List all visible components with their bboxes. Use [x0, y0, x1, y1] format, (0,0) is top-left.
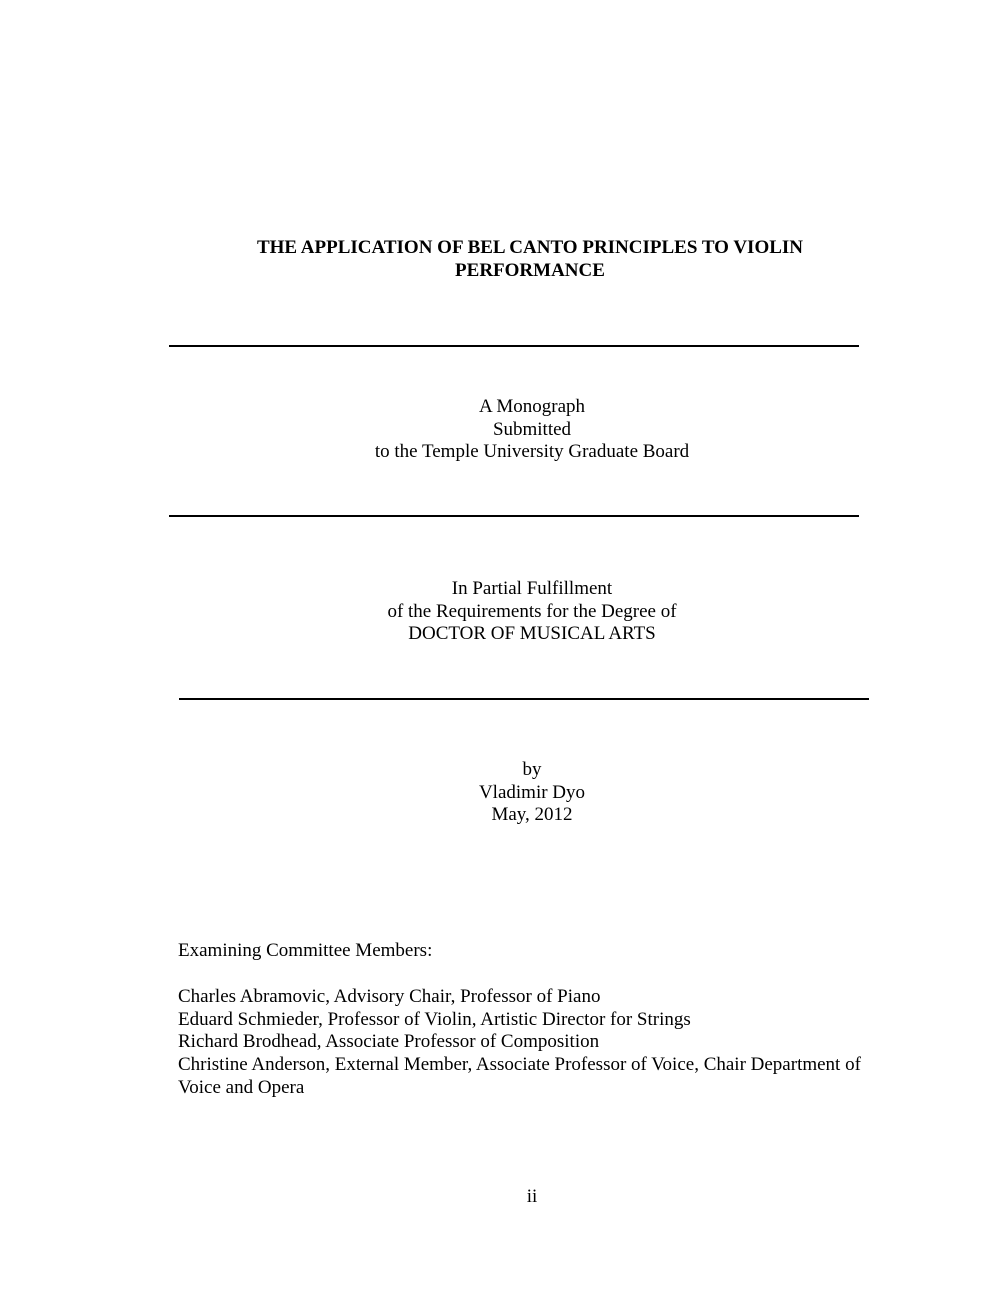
author-by: by — [522, 759, 542, 780]
committee-list — [178, 986, 878, 1100]
author-date: May, 2012 — [491, 804, 573, 826]
fulfillment-line-1: In Partial Fulfillment — [451, 578, 613, 599]
committee-member: Richard Brodhead, Associate Professor of Composition — [178, 1031, 600, 1053]
divider-rule-2 — [169, 515, 859, 517]
document-title — [170, 236, 890, 282]
divider-rule-1 — [169, 345, 859, 347]
committee-member: Charles Abramovic, Advisory Chair, Professor of Piano — [178, 986, 601, 1007]
committee-heading: Examining Committee Members: — [178, 940, 433, 961]
fulfillment-block — [200, 578, 864, 646]
submission-line-2: Submitted — [492, 418, 572, 440]
divider-rule-3 — [179, 698, 869, 700]
submission-line-3: to the Temple University Graduate Board — [374, 441, 690, 463]
title-line-1: THE APPLICATION OF BEL CANTO PRINCIPLES TO VIOLIN — [256, 237, 804, 258]
fulfillment-line-3: DOCTOR OF MUSICAL ARTS — [408, 623, 656, 645]
fulfillment-line-2: of the Requirements for the Degree of — [387, 600, 677, 622]
author-name: Vladimir Dyo — [478, 781, 586, 803]
title-line-2: PERFORMANCE — [455, 260, 605, 281]
committee-member: Christine Anderson, External Member, Associate Professor of Voice, Chair Department of Voice and Opera — [178, 1054, 861, 1098]
submission-line-1: A Monograph — [478, 396, 586, 417]
committee-member: Eduard Schmieder, Professor of Violin, Artistic Director for Strings — [178, 1008, 691, 1030]
submission-block — [200, 396, 864, 464]
page-number: ii — [526, 1186, 538, 1207]
author-block — [200, 759, 864, 827]
